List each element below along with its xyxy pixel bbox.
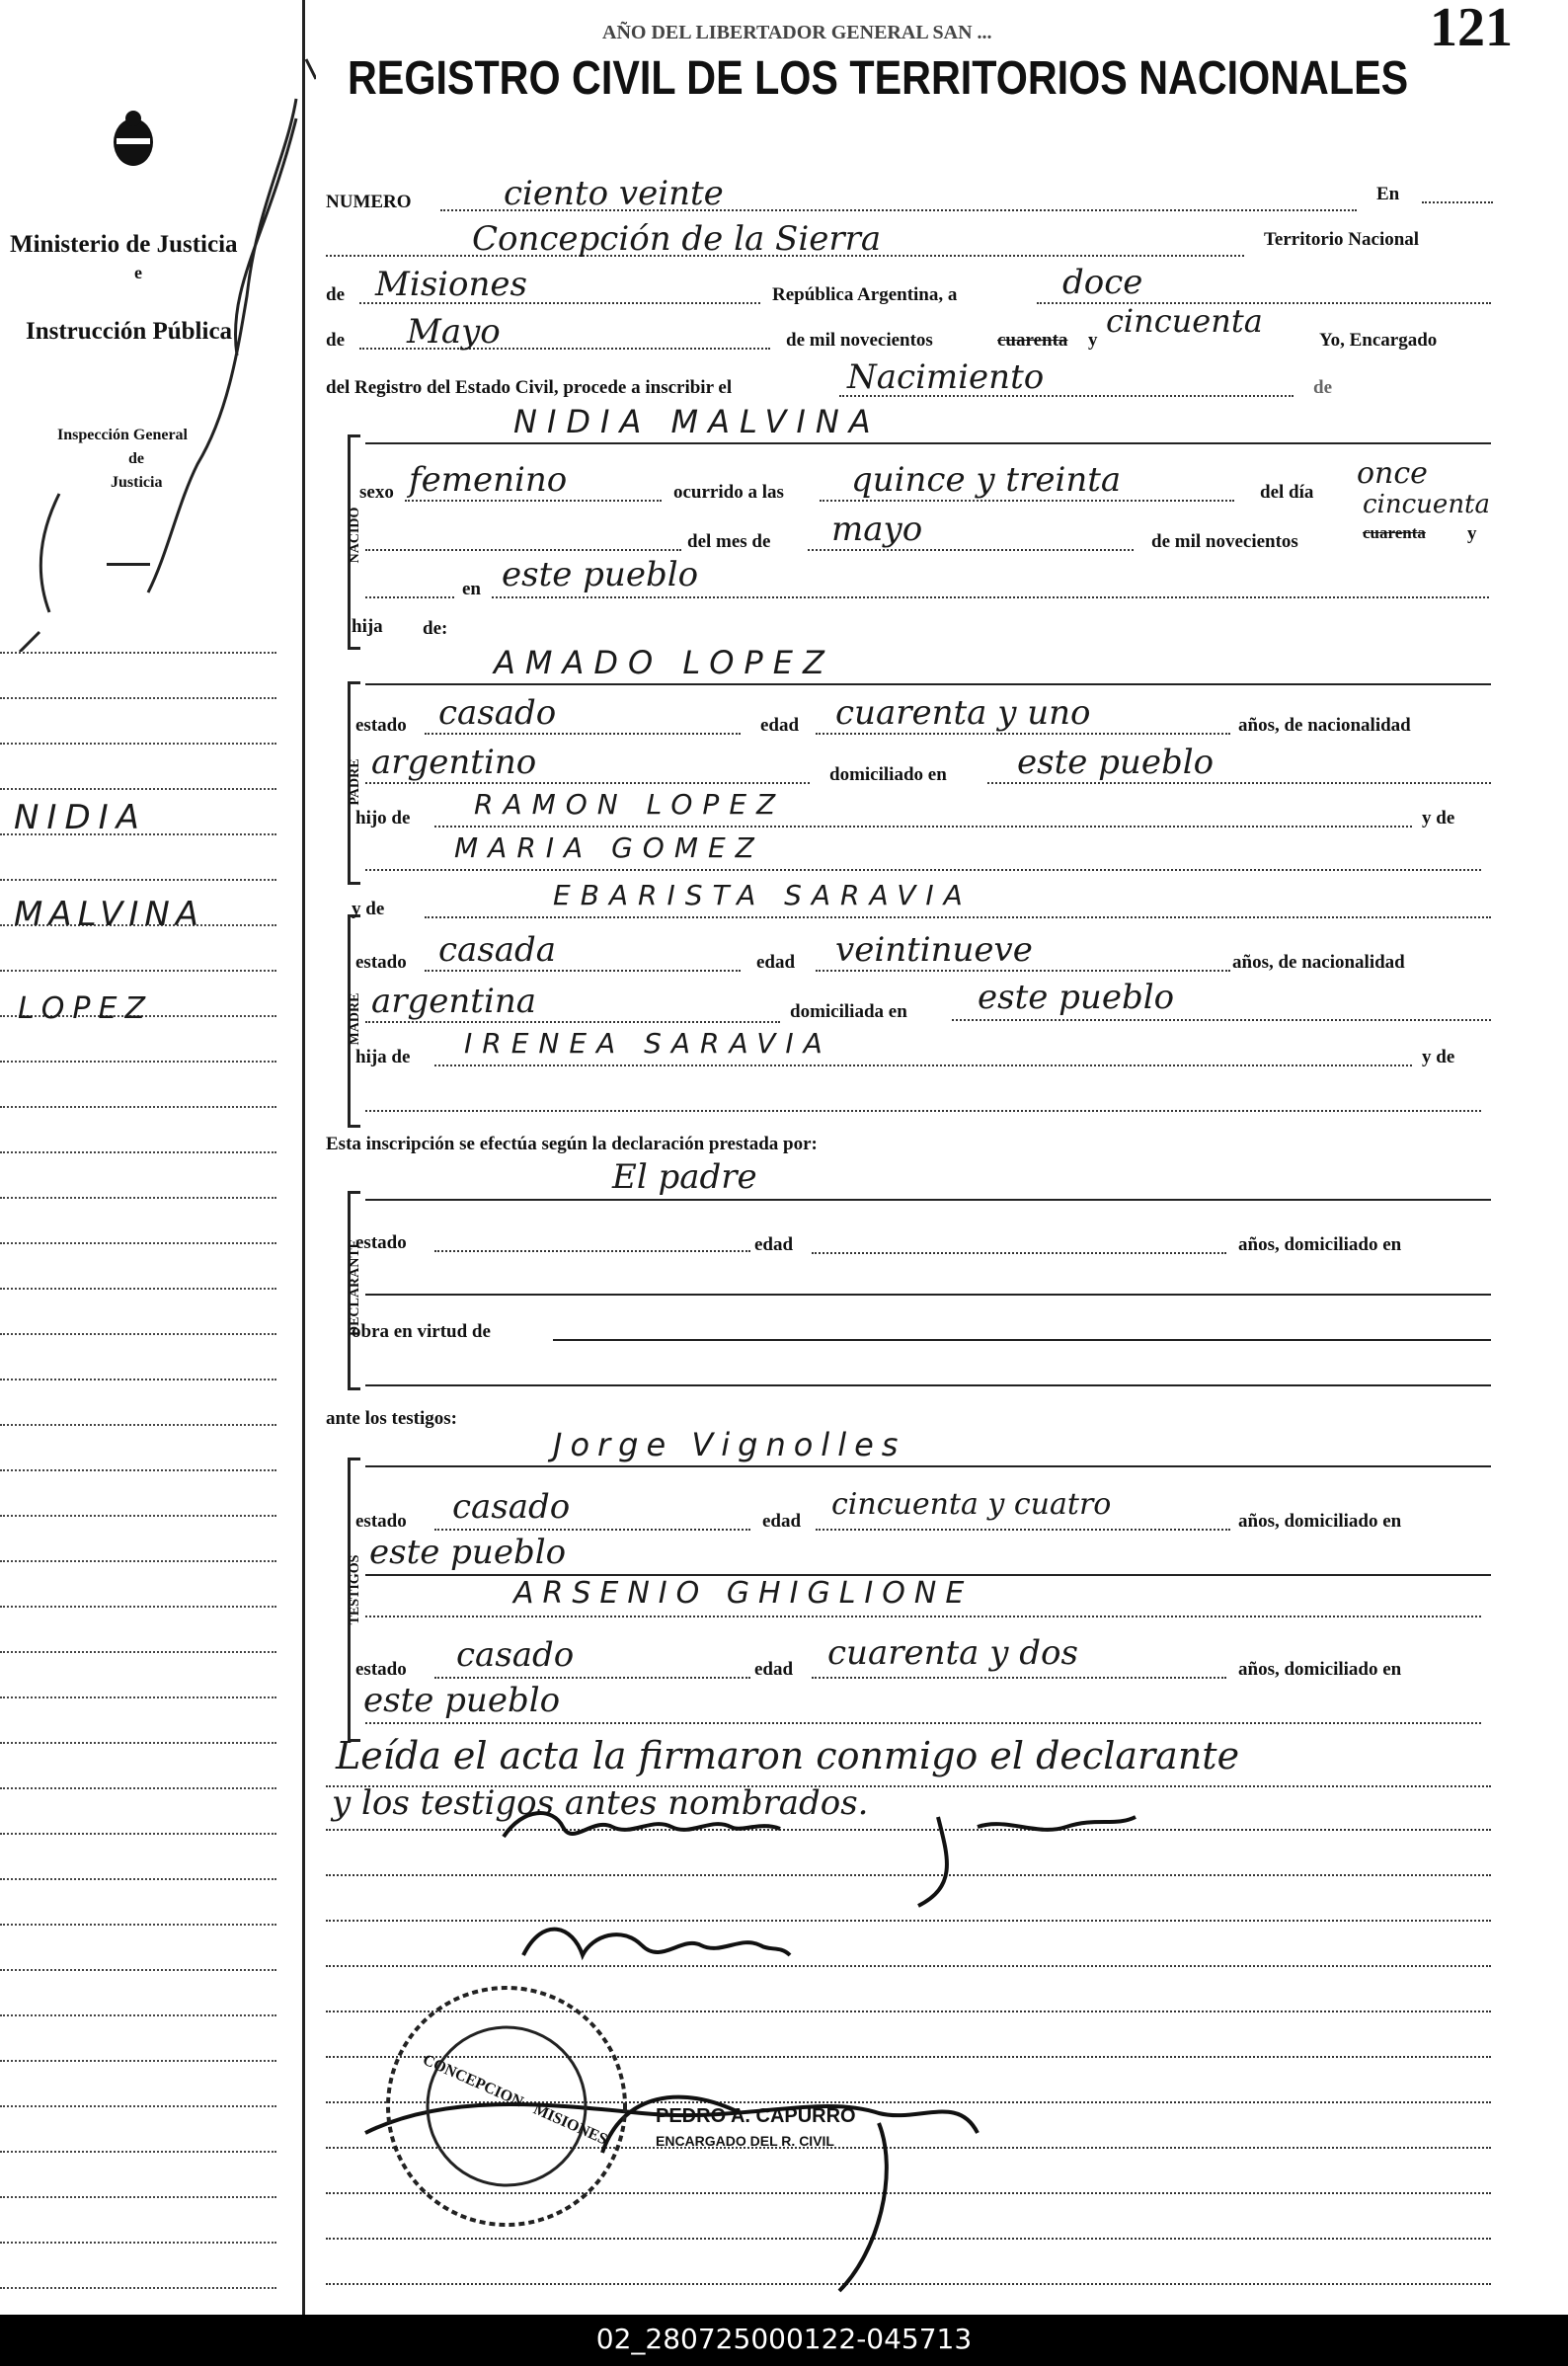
inspection-line3: Justicia — [111, 474, 163, 491]
madre-nacionalidad-value: argentina — [371, 982, 537, 1021]
margin-rule-line — [0, 1969, 276, 1971]
lugar-value: Concepción de la Sierra — [472, 219, 882, 259]
hija-label: hija — [352, 616, 383, 637]
republica-label: República Argentina, a — [772, 284, 958, 305]
margin-rule-line — [0, 2287, 276, 2289]
testigo2-domicilio: este pueblo — [363, 1681, 561, 1720]
margin-rule-line — [0, 970, 276, 972]
madre-yde2-label: y de — [1422, 1047, 1455, 1067]
nacido-milnov-label: de mil novecientos — [1151, 531, 1298, 552]
testigo1-estado-label: estado — [355, 1511, 407, 1532]
margin-rule-line — [0, 743, 276, 745]
margin-rule-line — [0, 1424, 276, 1426]
testigo2-edad-value: cuarenta y dos — [827, 1633, 1078, 1673]
closing-line1: Leída el acta la firmaron conmigo el declarante — [336, 1734, 1240, 1777]
margin-rule-line — [0, 2060, 276, 2062]
margin-rule-line — [0, 1242, 276, 1244]
testigos-side-label: TESTIGOS — [348, 1554, 362, 1625]
nacido-dia-value: once — [1357, 456, 1428, 491]
mes-value: Mayo — [407, 312, 501, 352]
hora-value: quince y treinta — [851, 460, 1122, 500]
ministry-line2: e — [134, 263, 142, 282]
margin-rule-line — [0, 1333, 276, 1335]
territorio-value: Misiones — [375, 265, 527, 304]
numero-label: NUMERO — [326, 192, 412, 212]
testigo1-domicilio: este pueblo — [369, 1533, 567, 1572]
testigo2-anos-label: años, domiciliado en — [1238, 1659, 1402, 1680]
padre-hijo-label: hijo de — [355, 808, 411, 828]
nacido-cuarenta-struck: cuarenta — [1363, 523, 1426, 542]
mes-label: del mes de — [687, 531, 771, 552]
margin-name-3: LOPEZ — [18, 991, 154, 1026]
sexo-label: sexo — [359, 482, 394, 503]
testigo1-anos-label: años, domiciliado en — [1238, 1511, 1402, 1532]
seal-role: ENCARGADO DEL R. CIVIL — [656, 2133, 834, 2149]
testigo1-nombre: Jorge Vignolles — [553, 1426, 906, 1463]
margin-rule-line — [0, 1878, 276, 1880]
numero-value: ciento veinte — [504, 174, 724, 213]
nacido-y-label: y — [1467, 523, 1477, 544]
margin-rule-line — [0, 2105, 276, 2107]
padre-padre-value: RAMON LOPEZ — [474, 788, 786, 821]
madre-edad-value: veintinueve — [835, 930, 1033, 970]
padre-edad-value: cuarenta y uno — [835, 693, 1091, 733]
ministry-line1: Ministerio de Justicia — [10, 231, 238, 258]
madre-side-label: MADRE — [348, 992, 362, 1046]
madre-padre-value: IRENEA SARAVIA — [464, 1027, 832, 1060]
margin-rule-line — [0, 1379, 276, 1380]
declarante-estado-label: estado — [355, 1232, 407, 1253]
inspection-line2: de — [128, 450, 144, 467]
madre-estado-label: estado — [355, 952, 407, 973]
declarante-edad-label: edad — [754, 1234, 794, 1255]
page-number: 121 — [1430, 0, 1513, 58]
margin-rule-line — [0, 879, 276, 881]
testigo2-nombre: ARSENIO GHIGLIONE — [513, 1576, 974, 1611]
testigo2-estado-label: estado — [355, 1659, 407, 1680]
registro-label: del Registro del Estado Civil, procede a inscribir el — [326, 377, 733, 398]
seal-ring-text: CONCEPCION · MISIONES — [420, 2051, 610, 2149]
padre-domiciliado-label: domiciliado en — [829, 764, 947, 785]
madre-estado-value: casada — [438, 930, 557, 970]
en-label: En — [1376, 184, 1400, 204]
margin-rule-line — [0, 2151, 276, 2153]
margin-rule-line — [0, 1515, 276, 1517]
de2-label-a: de — [326, 330, 345, 351]
padre-anos-label: años, de nacionalidad — [1238, 715, 1411, 736]
territorio-label: Territorio Nacional — [1264, 229, 1420, 250]
margin-rule-line — [0, 1197, 276, 1199]
document-title: REGISTRO CIVIL DE LOS TERRITORIOS NACIONALES — [348, 52, 1409, 105]
year-motto: AÑO DEL LIBERTADOR GENERAL SAN ... — [602, 22, 992, 43]
padre-domicilio-value: este pueblo — [1017, 743, 1215, 782]
cuarenta-struck: cuarenta — [997, 330, 1068, 351]
padre-estado-label: estado — [355, 715, 407, 736]
madre-nombre: EBARISTA SARAVIA — [553, 879, 973, 911]
margin-name-1: NIDIA — [14, 798, 147, 837]
margin-rule-line — [0, 2196, 276, 2198]
padre-nacionalidad-value: argentino — [371, 743, 537, 782]
margin-rule-line — [0, 1151, 276, 1153]
testigo2-edad-label: edad — [754, 1659, 794, 1680]
nacido-anio-value: cincuenta — [1363, 490, 1491, 519]
de3-label: de — [1313, 377, 1332, 398]
madre-anos-label: años, de nacionalidad — [1232, 952, 1405, 973]
seal-name: PEDRO A. CAPURRO — [656, 2105, 856, 2127]
declarante-anos-label: años, domiciliado en — [1238, 1234, 1402, 1255]
padre-yde-label: y de — [1422, 808, 1455, 828]
encargado-label: Yo, Encargado — [1319, 330, 1438, 351]
madre-domicilio-value: este pueblo — [978, 978, 1175, 1017]
margin-rule-line — [0, 1651, 276, 1653]
testigo2-estado-value: casado — [456, 1635, 575, 1675]
testigo1-estado-value: casado — [452, 1487, 571, 1527]
declarante-nombre: El padre — [612, 1157, 757, 1197]
margin-rule-line — [0, 1606, 276, 1608]
en-lugar-label: en — [462, 579, 481, 599]
dia-value: doce — [1062, 263, 1143, 302]
declarante-intro: Esta inscripción se efectúa según la declaración prestada por: — [326, 1134, 818, 1154]
acto-value: Nacimiento — [847, 357, 1045, 397]
margin-rule-line — [0, 2242, 276, 2244]
margin-rule-line — [0, 1833, 276, 1835]
hija-de-label: de: — [423, 618, 448, 639]
margin-rule-line — [0, 1924, 276, 1926]
margin-rule-line — [0, 1061, 276, 1063]
padre-edad-label: edad — [760, 715, 800, 736]
margin-rule-line — [0, 652, 276, 654]
ministry-line3: Instrucción Pública — [26, 318, 233, 345]
de-label: de — [326, 284, 345, 305]
nacido-nombre: NIDIA MALVINA — [513, 403, 881, 440]
milnov-label: de mil novecientos — [786, 330, 933, 351]
margin-rule-line — [0, 1560, 276, 1562]
declarante-obra-label: obra en virtud de — [352, 1321, 491, 1342]
y-label: y — [1088, 330, 1098, 351]
margin-rule-line — [0, 1469, 276, 1471]
nacido-lugar-value: este pueblo — [502, 555, 699, 594]
testigo1-edad-value: cincuenta y cuatro — [831, 1487, 1112, 1522]
sexo-value: femenino — [409, 460, 568, 500]
madre-yde-label: y de — [352, 899, 385, 919]
margin-name-2: MALVINA — [14, 895, 205, 934]
padre-madre-value: MARIA GOMEZ — [454, 831, 764, 864]
testigos-intro: ante los testigos: — [326, 1408, 457, 1429]
dia-label: del día — [1260, 482, 1314, 503]
madre-hija-label: hija de — [355, 1047, 411, 1067]
inspection-line1: Inspección General — [57, 427, 188, 443]
closing-line2: y los testigos antes nombrados. — [332, 1783, 869, 1823]
margin-signature — [0, 39, 316, 652]
margin-rule-line — [0, 1787, 276, 1789]
ocurrido-label: ocurrido a las — [673, 482, 784, 503]
margin-rule-line — [0, 788, 276, 790]
margin-rule-line — [0, 2014, 276, 2016]
padre-estado-value: casado — [438, 693, 557, 733]
testigo1-edad-label: edad — [762, 1511, 802, 1532]
file-id: 02_280725000122-045713 — [595, 2323, 973, 2355]
anio-value: cincuenta — [1106, 302, 1263, 340]
madre-edad-label: edad — [756, 952, 796, 973]
padre-nombre: AMADO LOPEZ — [494, 644, 834, 681]
margin-rule-line — [0, 697, 276, 699]
margin-rule-line — [0, 1742, 276, 1744]
nacido-mes-value: mayo — [831, 510, 923, 549]
declarante-side-label: DECLARANTE — [348, 1239, 362, 1337]
margin-rule-line — [0, 1288, 276, 1290]
nacido-side-label: NACIDO — [348, 507, 362, 564]
margin-rule-line — [0, 1696, 276, 1698]
madre-domiciliada-label: domiciliada en — [790, 1001, 907, 1022]
padre-side-label: PADRE — [348, 758, 362, 806]
margin-rule-line — [0, 1106, 276, 1108]
